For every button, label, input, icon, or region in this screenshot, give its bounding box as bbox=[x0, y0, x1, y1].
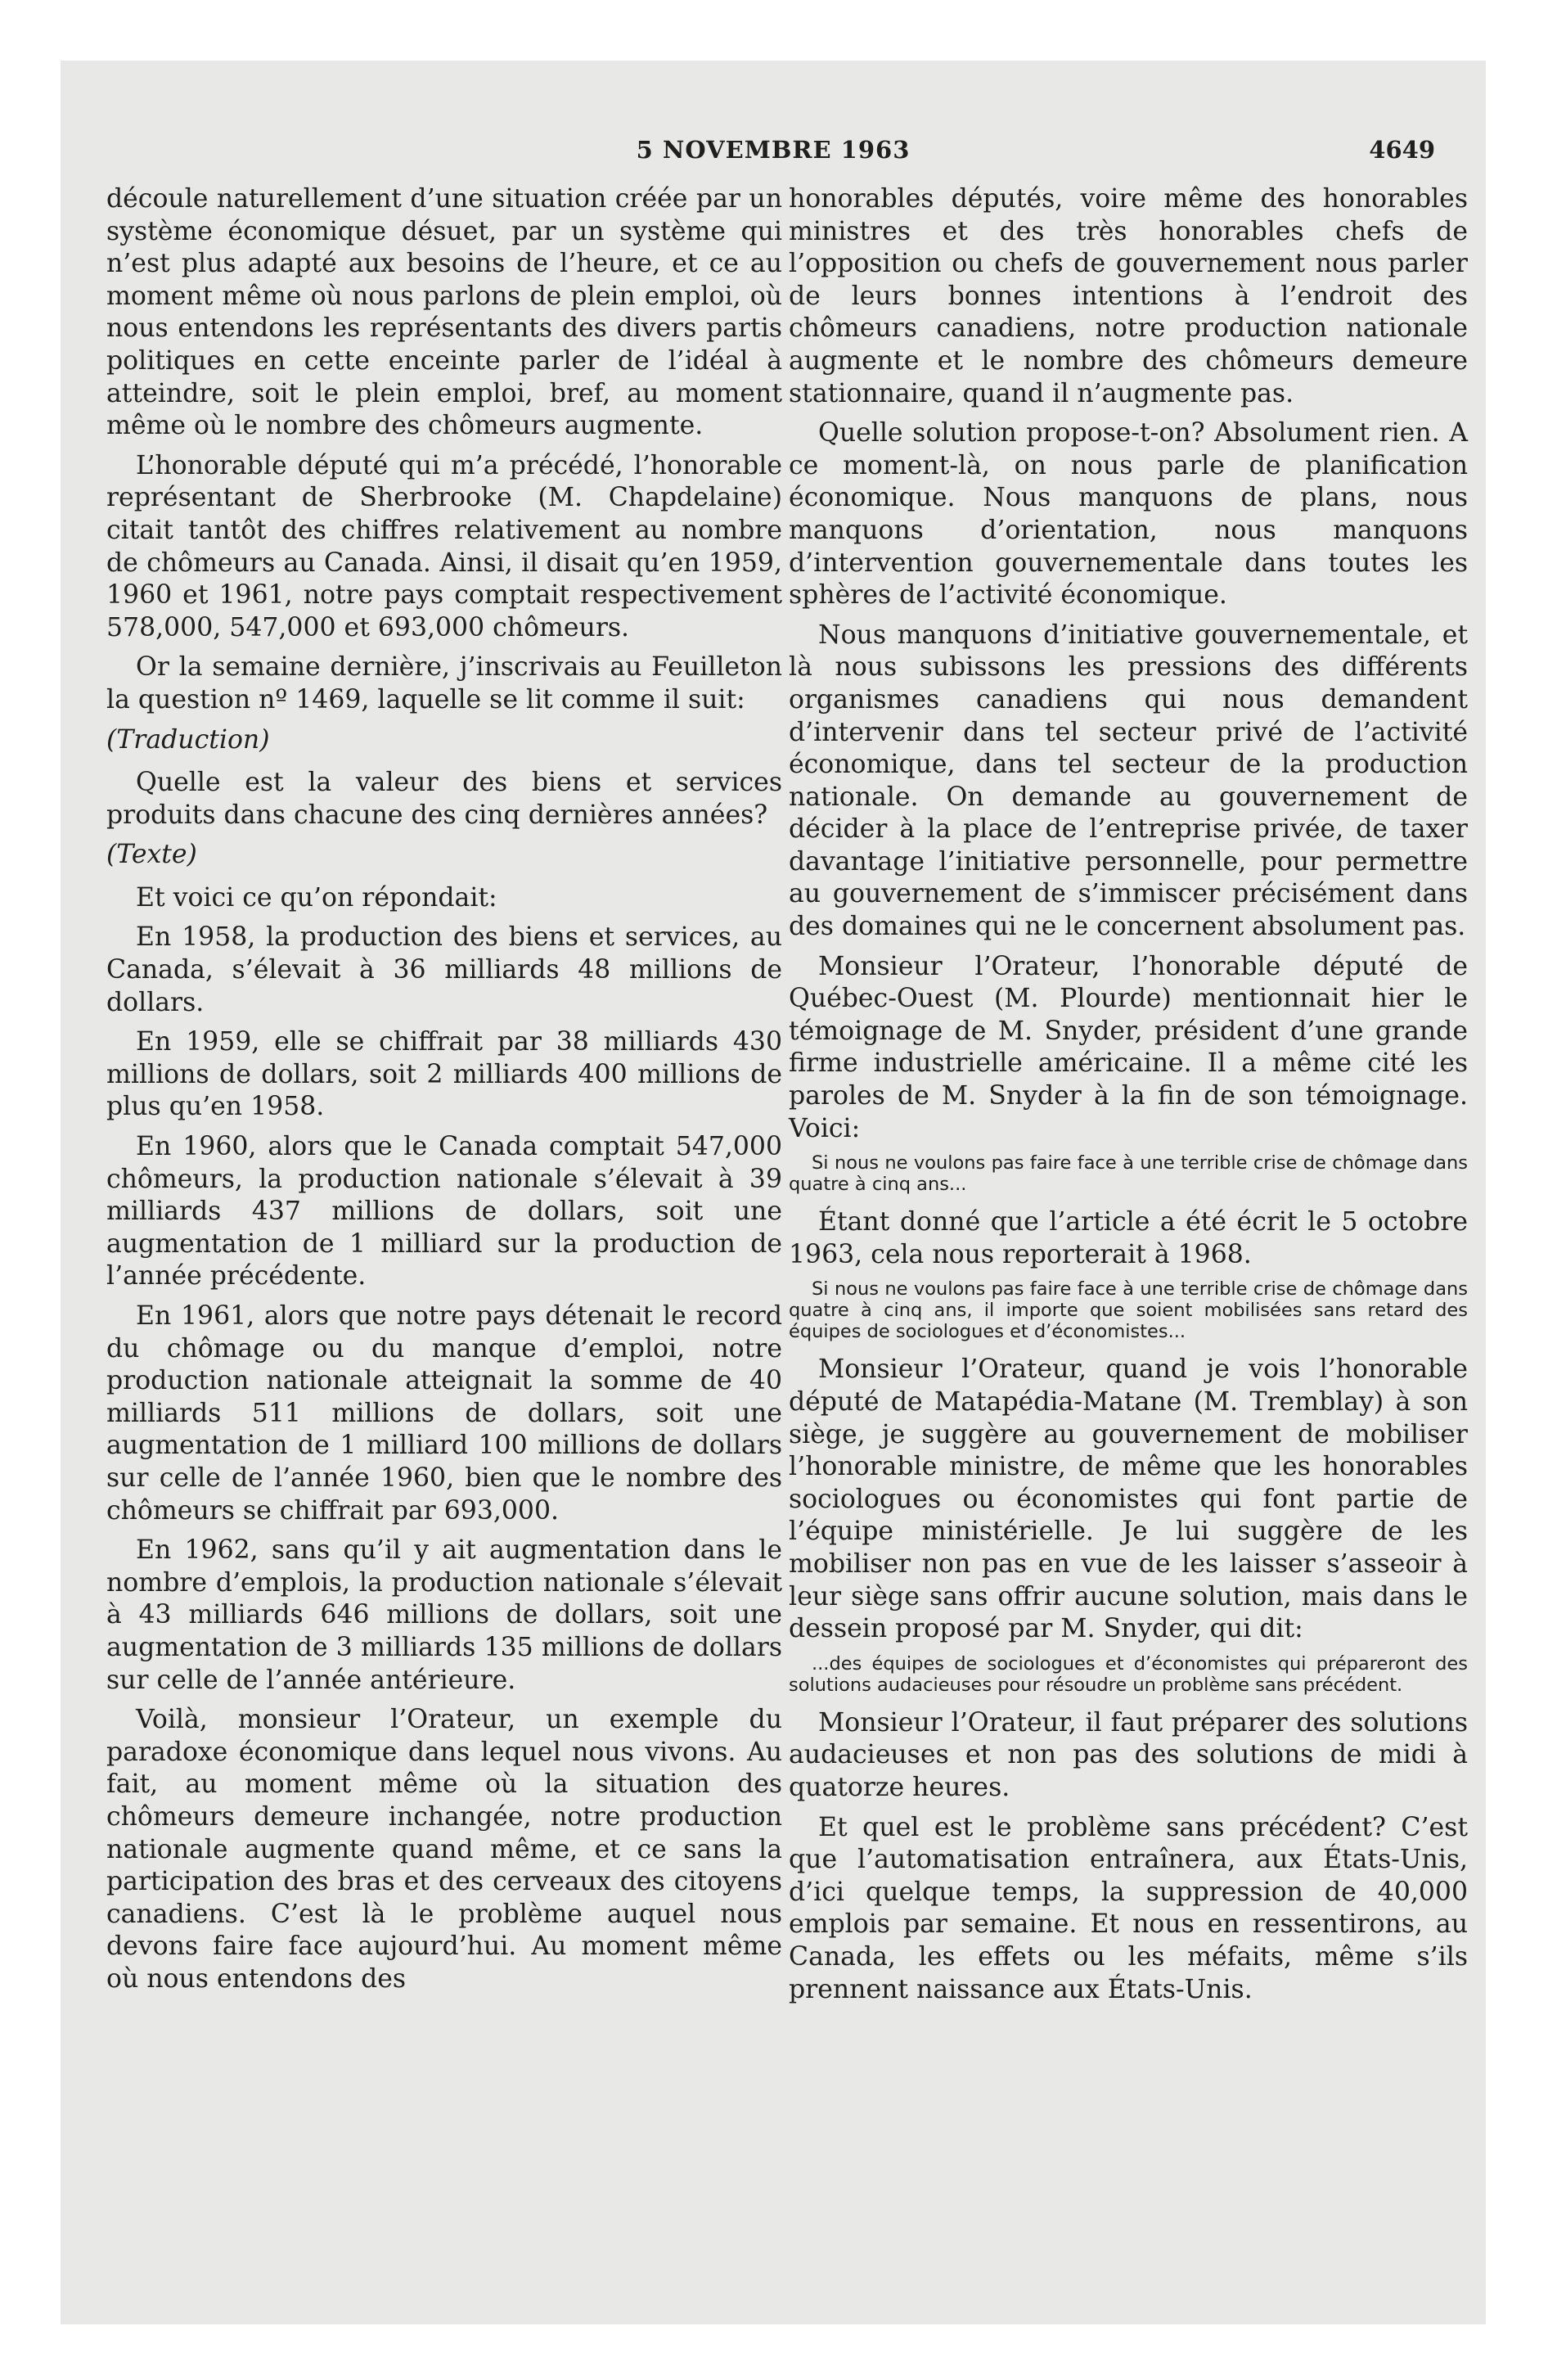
paragraph: En 1958, la production des biens et services, au Canada, s’élevait à 36 milliards 48 millions de dollars. bbox=[106, 922, 782, 1017]
paragraph: Et quel est le problème sans précédent? C’est que l’automatisation entraînera, aux États-Unis, d’ici quelque temps, la suppression de 40,000 emplois par semaine. Et nous en ressentirons, au Canada, les effets ou les méfaits, même s’ils prennent naissance aux États-Unis. bbox=[789, 1812, 1468, 2004]
paragraph: Monsieur l’Orateur, il faut préparer des solutions audacieuses et non pas des solutions de midi à quatorze heures. bbox=[789, 1707, 1468, 1802]
paragraph: En 1960, alors que le Canada comptait 547,000 chômeurs, la production nationale s’élevait à 39 milliards 437 millions de dollars, soit une augmentation de 1 milliard sur la production de l’année précédente. bbox=[106, 1132, 782, 1291]
paragraph: Or la semaine dernière, j’inscrivais au Feuilleton la question nº 1469, laquelle se lit comme il suit: bbox=[106, 652, 782, 714]
paragraph: Et voici ce qu’on répondait: bbox=[136, 882, 497, 913]
paragraph: Voilà, monsieur l’Orateur, un exemple du paradoxe économique dans lequel nous vivons. Au fait, au moment même où la situation des chômeurs demeure inchangée, notre production nationale augmente quand même, et ce sans la participation des bras et des cerveaux des citoyens canadiens. C’est là le problème auquel nous devons faire face aujourd’hui. Au moment même où nous entendons des bbox=[106, 1705, 782, 1994]
paragraph: En 1962, sans qu’il y ait augmentation dans le nombre d’emplois, la production nationale s’élevait à 43 milliards 646 millions de dollars, soit une augmentation de 3 milliards 135 millions de dollars sur celle de l’année antérieure. bbox=[106, 1535, 782, 1695]
paragraph: Étant donné que l’article a été écrit le 5 octobre 1963, cela nous reporterait à 1968. bbox=[789, 1207, 1468, 1269]
left-column bbox=[106, 183, 782, 2003]
paragraph: En 1961, alors que notre pays détenait le record du chômage ou du manque d’emploi, notre production nationale atteignait la somme de 40 milliards 511 millions de dollars, soit une augmentation de 1 milliard 100 millions de dollars sur celle de l’année 1960, bien que le nombre des chômeurs se chiffrait par 693,000. bbox=[106, 1301, 782, 1526]
header-date: 5 NOVEMBRE 1963 bbox=[636, 136, 911, 164]
paragraph: Monsieur l’Orateur, l’honorable député de Québec-Ouest (M. Plourde) mentionnait hier le témoignage de M. Snyder, président d’une grande firme industrielle américaine. Il a même cité les paroles de M. Snyder à la fin de son témoignage. Voici: bbox=[789, 951, 1468, 1143]
paragraph: L’honorable député qui m’a précédé, l’honorable représentant de Sherbrooke (M. Chapdelaine) citait tantôt des chiffres relativement au nombre de chômeurs au Canada. Ainsi, il disait qu’en 1959, 1960 et 1961, notre pays comptait respectivement 578,000, 547,000 et 693,000 chômeurs. bbox=[106, 450, 782, 642]
paragraph: Quelle solution propose-t-on? Absolument rien. A ce moment-là, on nous parle de planification économique. Nous manquons de plans, nous manquons d’orientation, nous manquons d’intervention gouvernementale dans toutes les sphères de l’activité économique. bbox=[789, 418, 1468, 611]
paragraph: Nous manquons d’initiative gouvernementale, et là nous subissons les pressions des différents organismes canadiens qui nous demandent d’intervenir dans tel secteur privé de l’activité économique, dans tel secteur de la production nationale. On demande au gouvernement de décider à la place de l’entreprise privée, de taxer davantage l’initiative personnelle, pour permettre au gouvernement de s’immiscer précisément dans des domaines qui ne le concernent absolument pas. bbox=[789, 620, 1468, 942]
block-quote: ...des équipes de sociologues et d’économistes qui prépareront des solutions audacieuses pour résoudre un problème sans précédent. bbox=[789, 1652, 1468, 1696]
document-page bbox=[61, 61, 1486, 2324]
paragraph: Monsieur l’Orateur, quand je vois l’honorable député de Matapédia-Matane (M. Tremblay) à son siège, je suggère au gouvernement de mobiliser l’honorable ministre, de même que les honorables sociologues ou économistes qui font partie de l’équipe ministérielle. Je lui suggère de les mobiliser non pas en vue de les laisser s’asseoir à leur siège sans offrir aucune solution, mais dans le dessein proposé par M. Snyder, qui dit: bbox=[789, 1355, 1468, 1644]
section-label: (Traduction) bbox=[106, 724, 270, 755]
right-column bbox=[789, 183, 1468, 2013]
paragraph: honorables députés, voire même des honorables ministres et des très honorables chefs de l’opposition ou chefs de gouvernement nous parler de leurs bonnes intentions à l’endroit des chômeurs canadiens, notre production nationale augmente et le nombre des chômeurs demeure stationnaire, quand il n’augmente pas. bbox=[789, 184, 1468, 408]
paragraph: découle naturellement d’une situation créée par un système économique désuet, par un système qui n’est plus adapté aux besoins de l’heure, et ce au moment même où nous parlons de plein emploi, où nous entendons les représentants des divers partis politiques en cette enceinte parler de l’idéal à atteindre, soit le plein emploi, bref, au moment même où le nombre des chômeurs augmente. bbox=[106, 184, 782, 441]
paragraph: Quelle est la valeur des biens et services produits dans chacune des cinq dernières années? bbox=[106, 768, 782, 830]
paragraph: En 1959, elle se chiffrait par 38 milliards 430 millions de dollars, soit 2 milliards 400 millions de plus qu’en 1958. bbox=[106, 1027, 782, 1122]
section-label: (Texte) bbox=[106, 840, 197, 870]
page-number: 4649 bbox=[1369, 136, 1435, 164]
block-quote: Si nous ne voulons pas faire face à une terrible crise de chômage dans quatre à cinq ans, il importe que soient mobilisées sans retard des équipes de sociologues et d’économistes... bbox=[789, 1278, 1468, 1343]
page-header bbox=[61, 136, 1486, 169]
block-quote: Si nous ne voulons pas faire face à une terrible crise de chômage dans quatre à cinq ans... bbox=[789, 1152, 1468, 1196]
